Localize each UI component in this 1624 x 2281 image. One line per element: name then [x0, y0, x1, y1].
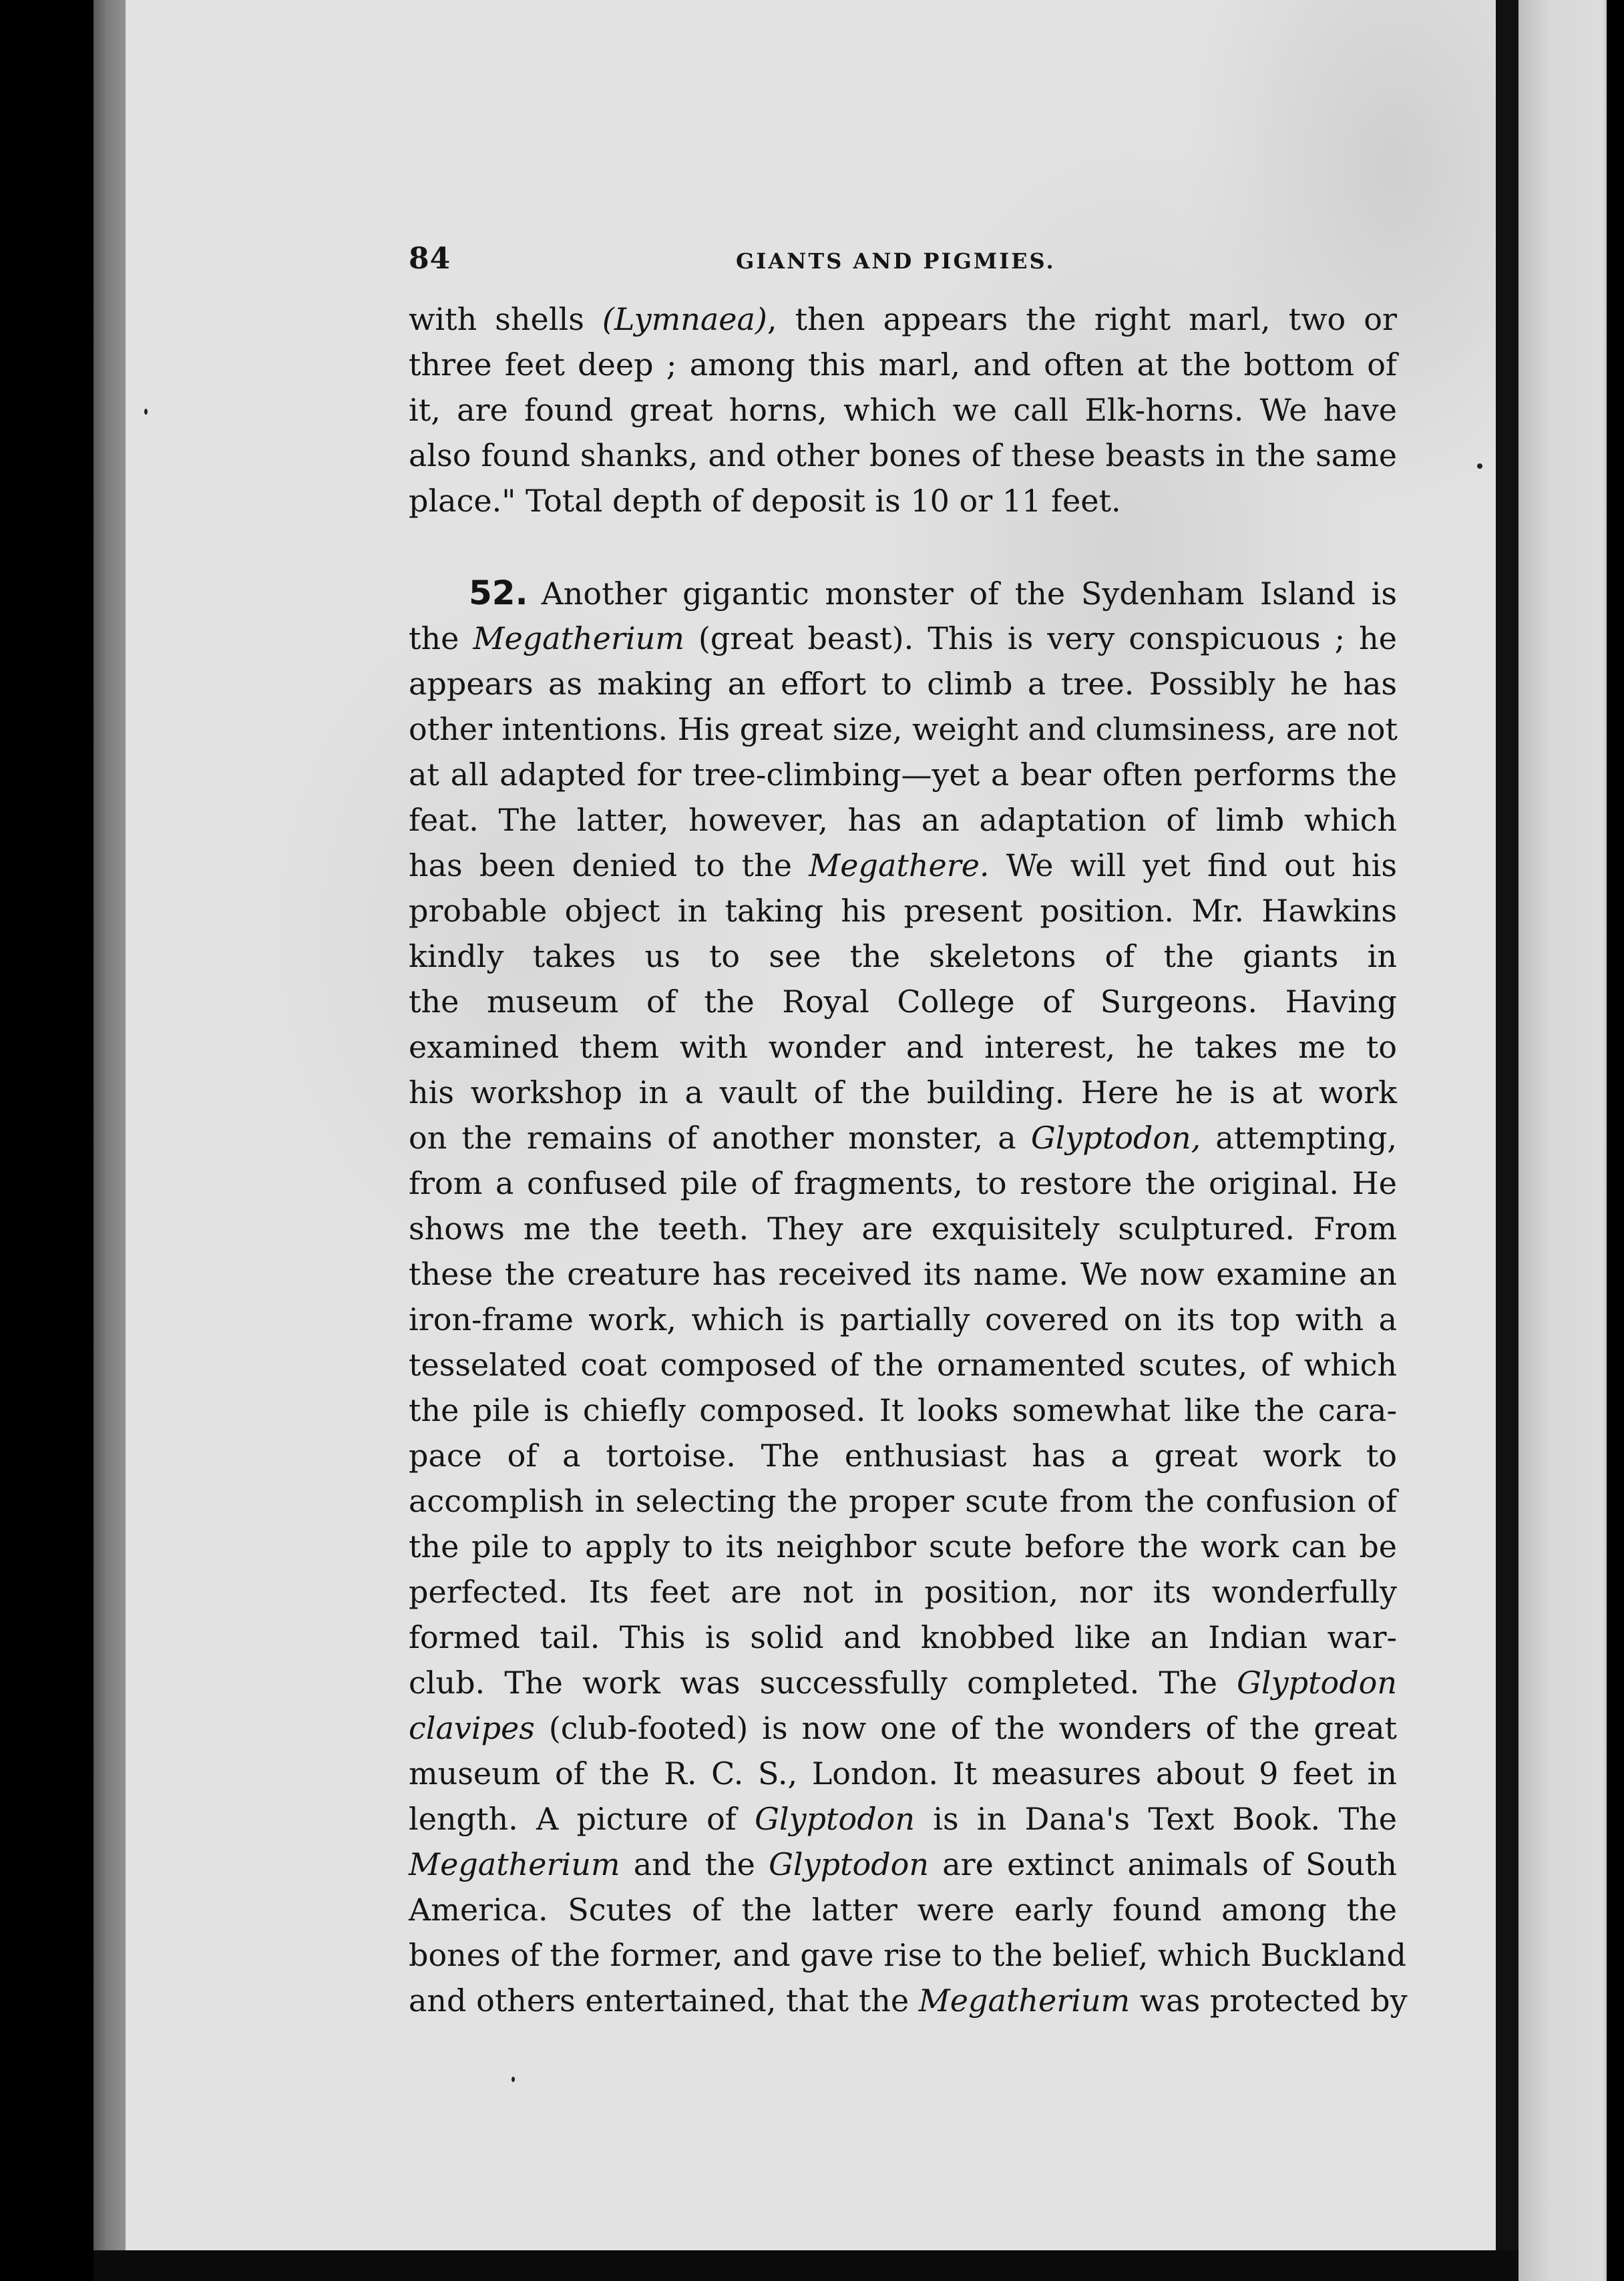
text-line — [409, 1617, 1397, 1657]
text-run: also found shanks, and other bones of these beasts in the same — [409, 437, 1397, 473]
text-line — [409, 1390, 1397, 1430]
text-line — [409, 481, 1397, 521]
text-run: and the — [620, 1846, 769, 1882]
text-line — [409, 573, 1397, 613]
italic-term: (Lymnaea) — [602, 301, 767, 337]
text-line — [409, 618, 1397, 658]
text-run: formed tail. This is solid and knobbed like an Indian war- — [409, 1619, 1397, 1655]
text-run: examined them with wonder and interest, he takes me to — [409, 1029, 1397, 1065]
text-run: (great beast). This is very conspicuous ; he — [684, 620, 1397, 656]
text-run: club. The work was successfully completed. The — [409, 1665, 1237, 1701]
text-run: iron-frame work, which is partially covered on its top with a — [409, 1301, 1397, 1337]
text-run: three feet deep ; among this marl, and often at the bottom of — [409, 347, 1397, 383]
page-header — [409, 242, 1397, 282]
text-run: it, are found great horns, which we call Elk-horns. We have — [409, 392, 1397, 428]
text-run: kindly takes us to see the skeletons of the giants in — [409, 938, 1397, 974]
text-line — [409, 1572, 1397, 1612]
text-line — [409, 1753, 1397, 1794]
text-line — [409, 1299, 1397, 1339]
text-run: the pile is chiefly composed. It looks somewhat like the cara- — [409, 1392, 1397, 1428]
text-line — [409, 1436, 1397, 1476]
text-line — [409, 1981, 1408, 2021]
text-line — [409, 936, 1397, 976]
italic-term: Glyptodon, — [1030, 1120, 1201, 1156]
text-run: Another gigantic monster of the Sydenham Island is — [541, 576, 1397, 612]
text-line — [409, 1254, 1397, 1294]
italic-term: Glyptodon — [1237, 1665, 1397, 1701]
text-run: the pile to apply to its neighbor scute before the work can be — [409, 1528, 1397, 1565]
text-run: with shells — [409, 301, 602, 337]
text-run: on the remains of another monster, a — [409, 1120, 1031, 1156]
text-line — [409, 845, 1397, 885]
scan-speck — [144, 409, 148, 415]
text-line — [409, 1027, 1397, 1067]
page-number: 84 — [409, 242, 451, 276]
text-run: perfected. Its feet are not in position, nor its wonderfully — [409, 1574, 1397, 1610]
book-gutter — [1496, 0, 1518, 2281]
text-run: pace of a tortoise. The enthusiast has a great work to — [409, 1438, 1397, 1474]
text-run: and others entertained, that the — [409, 1983, 919, 2019]
text-line — [409, 1481, 1397, 1521]
text-run: bones of the former, and gave rise to the belief, which Buckland — [409, 1937, 1406, 1973]
italic-term: Megathere. — [809, 847, 990, 883]
text-line — [409, 1799, 1397, 1839]
text-line — [409, 755, 1397, 795]
text-line — [409, 1526, 1397, 1567]
text-run: attempting, — [1201, 1120, 1398, 1156]
text-run: America. Scutes of the latter were early found among the — [409, 1892, 1397, 1928]
text-run: shows me the teeth. They are exquisitely sculptured. From — [409, 1211, 1397, 1247]
text-run: his workshop in a vault of the building. Here he is at work — [409, 1074, 1397, 1110]
text-run: (club-footed) is now one of the wonders of the great — [534, 1710, 1397, 1746]
text-run: place." Total depth of deposit is 10 or 11 feet. — [409, 483, 1121, 519]
text-run: other intentions. His great size, weight and clumsiness, are not — [409, 711, 1398, 747]
italic-term: Megatherium — [918, 1983, 1131, 2019]
text-line — [409, 664, 1397, 704]
scan-speck — [1477, 463, 1482, 469]
text-line — [409, 1844, 1397, 1884]
text-line — [409, 1890, 1397, 1930]
text-line — [409, 1118, 1397, 1158]
italic-term: clavipes — [409, 1710, 535, 1746]
paragraph-number: 52. — [469, 574, 528, 612]
text-run: the museum of the Royal College of Surgeons. Having — [409, 984, 1397, 1020]
text-run: at all adapted for tree-climbing—yet a bear often performs the — [409, 757, 1397, 793]
text-line — [409, 800, 1397, 840]
text-line — [409, 435, 1397, 475]
text-line — [409, 1072, 1397, 1112]
text-run: museum of the R. C. S., London. It measures about 9 feet in — [409, 1755, 1397, 1792]
text-line — [409, 1708, 1397, 1748]
text-line — [409, 1163, 1397, 1203]
text-line — [409, 1663, 1397, 1703]
text-line — [409, 1209, 1397, 1249]
text-line — [409, 390, 1397, 430]
text-line — [409, 1935, 1406, 1975]
text-line — [409, 299, 1397, 339]
text-run: from a confused pile of fragments, to restore the original. He — [409, 1165, 1397, 1201]
text-run: feat. The latter, however, has an adaptation of limb which — [409, 802, 1397, 838]
running-head: GIANTS AND PIGMIES. — [736, 248, 1056, 274]
text-line — [409, 709, 1397, 749]
scan-border-left — [0, 0, 93, 2281]
text-run: was protected by — [1130, 1983, 1408, 2019]
scan-border-bottom — [93, 2250, 1518, 2281]
text-line — [409, 1345, 1397, 1385]
text-run: these the creature has received its name. We now examine an — [409, 1256, 1397, 1292]
text-run: , then appears the right marl, two or — [767, 301, 1397, 337]
text-run: is in Dana's Text Book. The — [914, 1801, 1397, 1837]
text-run: appears as making an effort to climb a tree. Possibly he has — [409, 666, 1397, 702]
text-run: probable object in taking his present position. Mr. Hawkins — [409, 893, 1397, 929]
italic-term: Megatherium — [409, 1846, 620, 1882]
scan-speck — [512, 2077, 515, 2082]
text-run: has been denied to the — [409, 847, 809, 883]
text-line — [409, 345, 1397, 385]
text-run: are extinct animals of South — [928, 1846, 1397, 1882]
italic-term: Glyptodon — [769, 1846, 929, 1882]
scan-border-right — [1607, 0, 1624, 2281]
text-run: accomplish in selecting the proper scute from the confusion of — [409, 1483, 1397, 1519]
book-page-edges — [93, 0, 126, 2281]
text-run: tesselated coat composed of the ornamented scutes, of which — [409, 1347, 1397, 1383]
text-line — [409, 982, 1397, 1022]
text-run: the — [409, 620, 473, 656]
italic-term: Megatherium — [473, 620, 684, 656]
text-run: We will yet find out his — [989, 847, 1397, 883]
italic-term: Glyptodon — [755, 1801, 915, 1837]
text-line — [409, 891, 1397, 931]
adjacent-page-sliver — [1518, 0, 1624, 2281]
text-run: length. A picture of — [409, 1801, 755, 1837]
